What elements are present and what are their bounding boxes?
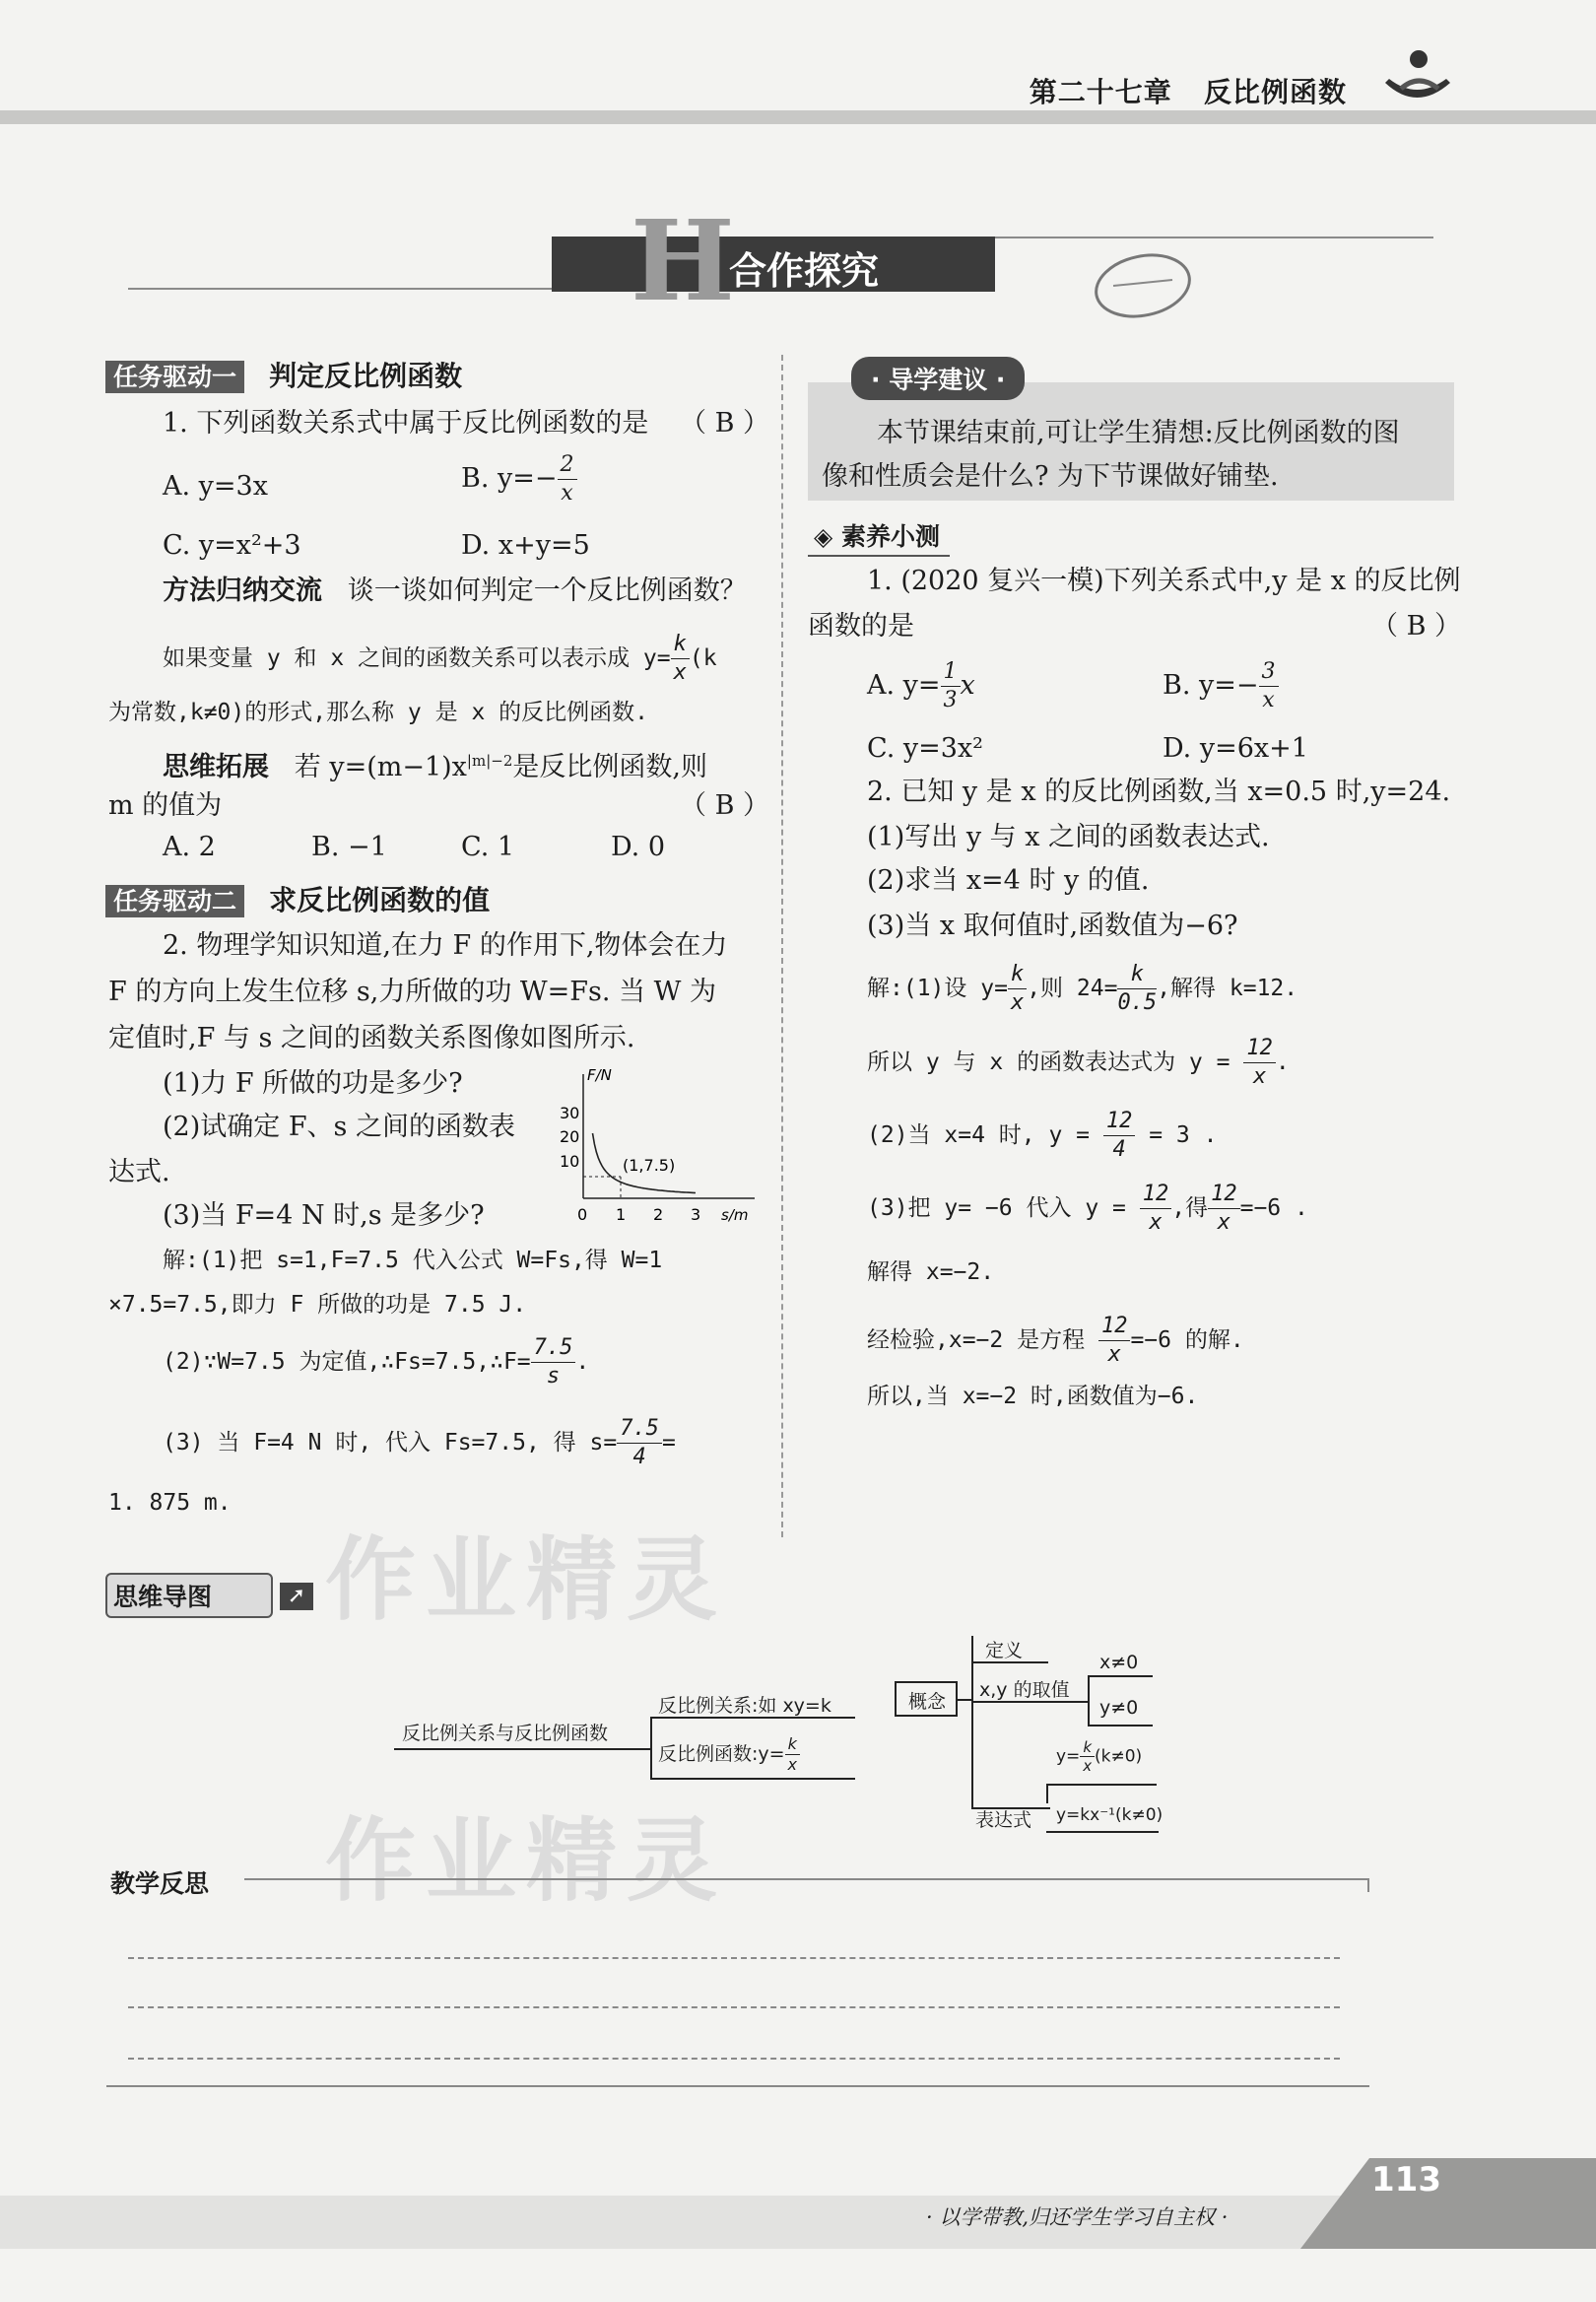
mm-expression-2-line [1046, 1831, 1159, 1833]
extension-row [163, 741, 707, 787]
task2-solution-3b: 1. 875 m. [108, 1490, 232, 1516]
task2-line: F 的方向上发生位移 s,力所做的功 W=Fs. 当 W 为 [108, 977, 716, 1007]
guide-line-1: 本节课结束前,可让学生猜想:反比例函数的图 [877, 418, 1400, 448]
ans2-num: 12 [1243, 1035, 1276, 1063]
footer-page-tab [1300, 2158, 1596, 2249]
ans3-den: 4 [1112, 1137, 1126, 1162]
quiz-ans-7: 所以,当 x=−2 时,函数值为−6. [867, 1384, 1199, 1409]
mm-def-expr [1056, 1738, 1142, 1775]
mm-func-den: x [787, 1755, 797, 1774]
quiz-ans-1 [867, 961, 1297, 1017]
reflection-corner [1367, 1878, 1369, 1892]
ans1-mid: ,则 24= [1027, 976, 1118, 1001]
quiz-option-a [867, 658, 975, 714]
mm-definition-line [971, 1661, 1048, 1663]
point-label: (1,7.5) [623, 1156, 676, 1175]
task1-option-a: A. y=3x [163, 471, 268, 502]
mm-expression-label: 表达式 [975, 1809, 1032, 1831]
method-question: 谈一谈如何判定一个反比例函数？ [347, 576, 747, 606]
homework-badge-icon [1089, 246, 1197, 325]
ans6-text: 经检验,x=−2 是方程 [867, 1327, 1086, 1353]
quiz-b-label: B. y=− [1163, 670, 1259, 701]
task1-title: 判定反比例函数 [269, 360, 463, 392]
ans1-den2: 0.5 [1117, 990, 1158, 1015]
task1-question-text: 1. 下列函数关系式中属于反比例函数的是 [163, 408, 649, 439]
section-title: 合作探究 [729, 249, 880, 293]
task1-option-c: C. y=x²+3 [163, 530, 301, 561]
guide-line-2: 像和性质会是什么? 为下节课做好铺垫. [822, 461, 1279, 492]
ans4-num: 12 [1140, 1181, 1172, 1209]
method-answer-1 [163, 631, 717, 687]
mm-def-num: k [1080, 1738, 1095, 1757]
mm-def-expr-post: (k≠0) [1095, 1746, 1143, 1767]
quiz-b-num: 3 [1259, 658, 1279, 687]
mm-domain: x,y 的取值 [979, 1679, 1070, 1701]
method-num: k [671, 631, 690, 659]
extension-opt-b: B. −1 [311, 832, 387, 862]
quiz-a-label: A. y= [867, 670, 941, 701]
quiz-q1a: 1. (2020 复兴一模)下列关系式中,y 是 x 的反比例 [867, 566, 1461, 596]
ans4-den: x [1149, 1210, 1163, 1235]
ans2-text: 所以 y 与 x 的函数表达式为 y = [867, 1049, 1230, 1075]
task2-sub3: (3)当 F=4 N 时,s 是多少? [163, 1200, 485, 1231]
mm-def-den: x [1083, 1757, 1093, 1775]
ans1-end: ,解得 k=12. [1157, 976, 1298, 1001]
ans2-den: x [1252, 1064, 1267, 1089]
quiz-tag: ◈ 素养小测 [808, 517, 950, 557]
method-answer-text: 如果变量 y 和 x 之间的函数关系可以表示成 y= [163, 645, 671, 671]
solution-3-equals: = [661, 1430, 676, 1456]
ans3-end: = 3 . [1149, 1122, 1218, 1148]
reflection-line[interactable] [128, 1957, 1340, 1959]
quiz-option-d: D. y=6x+1 [1163, 733, 1308, 764]
extension-opt-c: C. 1 [461, 832, 515, 862]
mm-expr-top-line [1046, 1784, 1157, 1786]
ans4-text: (3)把 y= −6 代入 y = [867, 1195, 1126, 1221]
quiz-q2-sub1: (1)写出 y 与 x 之间的函数表达式. [867, 822, 1270, 852]
task2-solution-1a: 解:(1)把 s=1,F=7.5 代入公式 W=Fs,得 W=1 [163, 1248, 663, 1273]
ans1-num: k [1008, 961, 1027, 989]
task2-sub2: (2)试确定 F、s 之间的函数表 [163, 1112, 516, 1142]
mm-x-ne: x≠0 [1099, 1652, 1139, 1673]
chapter-title: 反比例函数 [1203, 76, 1347, 108]
y-tick: 30 [560, 1104, 580, 1122]
task2-title: 求反比例函数的值 [269, 884, 491, 916]
task1-question [163, 404, 648, 443]
quiz-ans-4 [867, 1181, 1308, 1237]
quiz-option-c: C. y=3x² [867, 733, 983, 764]
mm-expression-line [971, 1807, 1050, 1809]
extension-question-2: m 的值为 [108, 790, 223, 821]
mm-domain-branch [1088, 1675, 1090, 1726]
solution-2-text: (2)∵W=7.5 为定值,∴Fs=7.5,∴F= [163, 1349, 531, 1375]
ans2-end: . [1275, 1049, 1290, 1075]
mm-func-num: k [785, 1734, 800, 1755]
task1-header [105, 355, 462, 394]
quiz-q1-answer: （ B ） [1371, 611, 1462, 642]
task2-problem [108, 926, 759, 1058]
ans1-text: 解:(1)设 y= [867, 976, 1008, 1001]
quiz-tag-text: 素养小测 [840, 522, 940, 551]
ans4-den2: x [1217, 1210, 1230, 1235]
quiz-q2-sub3: (3)当 x 取何值时,函数值为−6? [867, 911, 1238, 941]
chapter-header [1030, 71, 1347, 110]
quiz-ans-3 [867, 1108, 1217, 1164]
mm-function-text: 反比例函数:y= [658, 1743, 785, 1765]
mm-root: 反比例关系与反比例函数 [402, 1723, 609, 1744]
column-divider [781, 355, 783, 1537]
x-tick: 0 [577, 1205, 588, 1224]
chapter-number: 第二十七章 [1029, 76, 1172, 108]
task1-option-d: D. x+y=5 [461, 530, 590, 561]
extension-label: 思维拓展 [163, 752, 269, 782]
task2-line: 定值时,F 与 s 之间的函数关系图像如图所示. [108, 1023, 635, 1053]
option-b-label: B. y=− [461, 463, 558, 494]
method-row [163, 572, 747, 611]
task2-solution-3 [163, 1415, 676, 1471]
mm-expression-2: y=kx⁻¹(k≠0) [1056, 1805, 1164, 1825]
extension-question: 若 y=(m−1)x [294, 752, 467, 782]
mm-function-line [650, 1778, 855, 1780]
task2-line: 2. 物理学知识知道,在力 F 的作用下,物体会在力 [163, 930, 728, 961]
method-answer-2: 为常数,k≠0)的形式,那么称 y 是 x 的反比例函数. [108, 700, 649, 725]
solution-3-num: 7.5 [617, 1415, 662, 1444]
task2-tag: 任务驱动二 [105, 885, 244, 917]
quiz-q1b: 函数的是 [808, 611, 914, 642]
solution-3-text: (3) 当 F=4 N 时, 代入 Fs=7.5, 得 s= [163, 1430, 618, 1456]
y-tick: 10 [560, 1152, 580, 1171]
task2-solution-1b: ×7.5=7.5,即力 F 所做的功是 7.5 J. [108, 1292, 527, 1318]
watermark-bottom: 作业精灵 [325, 1807, 728, 1914]
banner-letter: H [631, 197, 735, 326]
mm-def-expr-pre: y= [1056, 1746, 1081, 1767]
solution-2-den: s [546, 1364, 561, 1388]
solution-3-den: 4 [632, 1445, 646, 1469]
banner-line-right [995, 237, 1433, 238]
x-tick: 3 [691, 1205, 701, 1224]
reflection-line[interactable] [128, 2058, 1340, 2060]
force-displacement-graph [552, 1064, 768, 1232]
extension-opt-d: D. 0 [611, 832, 666, 862]
x-tick: 1 [616, 1205, 627, 1224]
mm-concept: 概念 [908, 1691, 947, 1713]
task2-solution-2: (2)∵W=7.5 为定值,∴Fs=7.5,∴F= $\frac{7.5}{s}$ . [163, 1335, 590, 1388]
solution-2-num: 7.5 [531, 1334, 576, 1363]
y-tick: 20 [560, 1127, 580, 1146]
ans3-text: (2)当 x=4 时, y = [867, 1122, 1091, 1148]
quiz-q2: 2. 已知 y 是 x 的反比例函数,当 x=0.5 时,y=24. [867, 777, 1451, 807]
quiz-ans-6 [867, 1313, 1244, 1369]
ans4-end: =−6 . [1239, 1195, 1308, 1221]
mm-y-line [1088, 1725, 1153, 1726]
reader-logo-icon [1377, 43, 1456, 122]
footer-motto: · 以学带教,归还学生学习自主权 · [926, 2205, 1229, 2229]
extension-exponent: |m|−2 [466, 752, 513, 770]
task1-answer: （ B ） [680, 408, 770, 439]
mm-root-line [394, 1748, 652, 1750]
header-bar [0, 110, 1596, 124]
ans3-num: 12 [1103, 1108, 1136, 1136]
mm-x-line [1088, 1675, 1153, 1677]
mm-relation: 反比例关系:如 xy=k [658, 1695, 831, 1717]
method-answer-tail: (k [689, 645, 717, 671]
ans4-num2: 12 [1208, 1181, 1240, 1209]
method-den: x [673, 660, 687, 685]
task2-sub1: (1)力 F 所做的功是多少? [163, 1068, 463, 1099]
page-number: 113 [1371, 2160, 1441, 2200]
extension-answer: （ B ） [680, 790, 770, 821]
reflection-line[interactable] [128, 2006, 1340, 2008]
watermark-top: 作业精灵 [325, 1526, 728, 1633]
quiz-option-b [1163, 658, 1279, 714]
mm-y-ne: y≠0 [1099, 1697, 1139, 1719]
mm-definition: 定义 [985, 1640, 1024, 1661]
ans4-mid: ,得 [1171, 1195, 1209, 1221]
extension-question-tail: 是反比例函数,则 [512, 752, 707, 782]
extension-opt-a: A. 2 [163, 832, 216, 862]
task2-header [105, 879, 490, 918]
quiz-q2-sub2: (2)求当 x=4 时 y 的值. [867, 865, 1150, 896]
arrow-icon: ➚ [280, 1583, 313, 1610]
task1-option-b [461, 451, 577, 508]
task2-sub2b: 达式. [108, 1157, 170, 1187]
quiz-ans-2 [867, 1035, 1290, 1091]
mindmap-tag: 思维导图 [105, 1573, 273, 1618]
option-b-num: 2 [558, 451, 577, 480]
mm-expr-branch [1046, 1784, 1048, 1803]
banner-line-left [128, 288, 552, 290]
quiz-a-den: 3 [943, 688, 958, 712]
task1-tag: 任务驱动一 [105, 361, 244, 393]
mm-root-branch [650, 1717, 652, 1780]
quiz-a-num: 1 [941, 658, 961, 687]
quiz-a-var: x [960, 670, 975, 701]
x-tick: 2 [653, 1205, 664, 1224]
x-axis-label: s/m [721, 1206, 749, 1224]
quiz-ans-5: 解得 x=−2. [867, 1259, 995, 1285]
reflection-top-line [244, 1878, 1367, 1880]
guide-tag: · 导学建议 · [851, 357, 1025, 400]
mm-domain-line [971, 1701, 1090, 1703]
ans6-num: 12 [1098, 1313, 1131, 1341]
method-label: 方法归纳交流 [163, 576, 322, 606]
mm-relation-line [650, 1717, 855, 1719]
ans1-den: x [1010, 990, 1025, 1015]
ans6-end: =−6 的解. [1130, 1327, 1244, 1353]
y-axis-label: F/N [587, 1066, 612, 1084]
mm-function [658, 1734, 800, 1775]
reflection-title: 教学反思 [110, 1869, 210, 1898]
ans6-den: x [1107, 1342, 1121, 1367]
quiz-b-den: x [1262, 688, 1275, 712]
ans1-num2: k [1117, 961, 1157, 989]
option-b-den: x [561, 481, 573, 506]
reflection-bottom-line [106, 2085, 1369, 2087]
